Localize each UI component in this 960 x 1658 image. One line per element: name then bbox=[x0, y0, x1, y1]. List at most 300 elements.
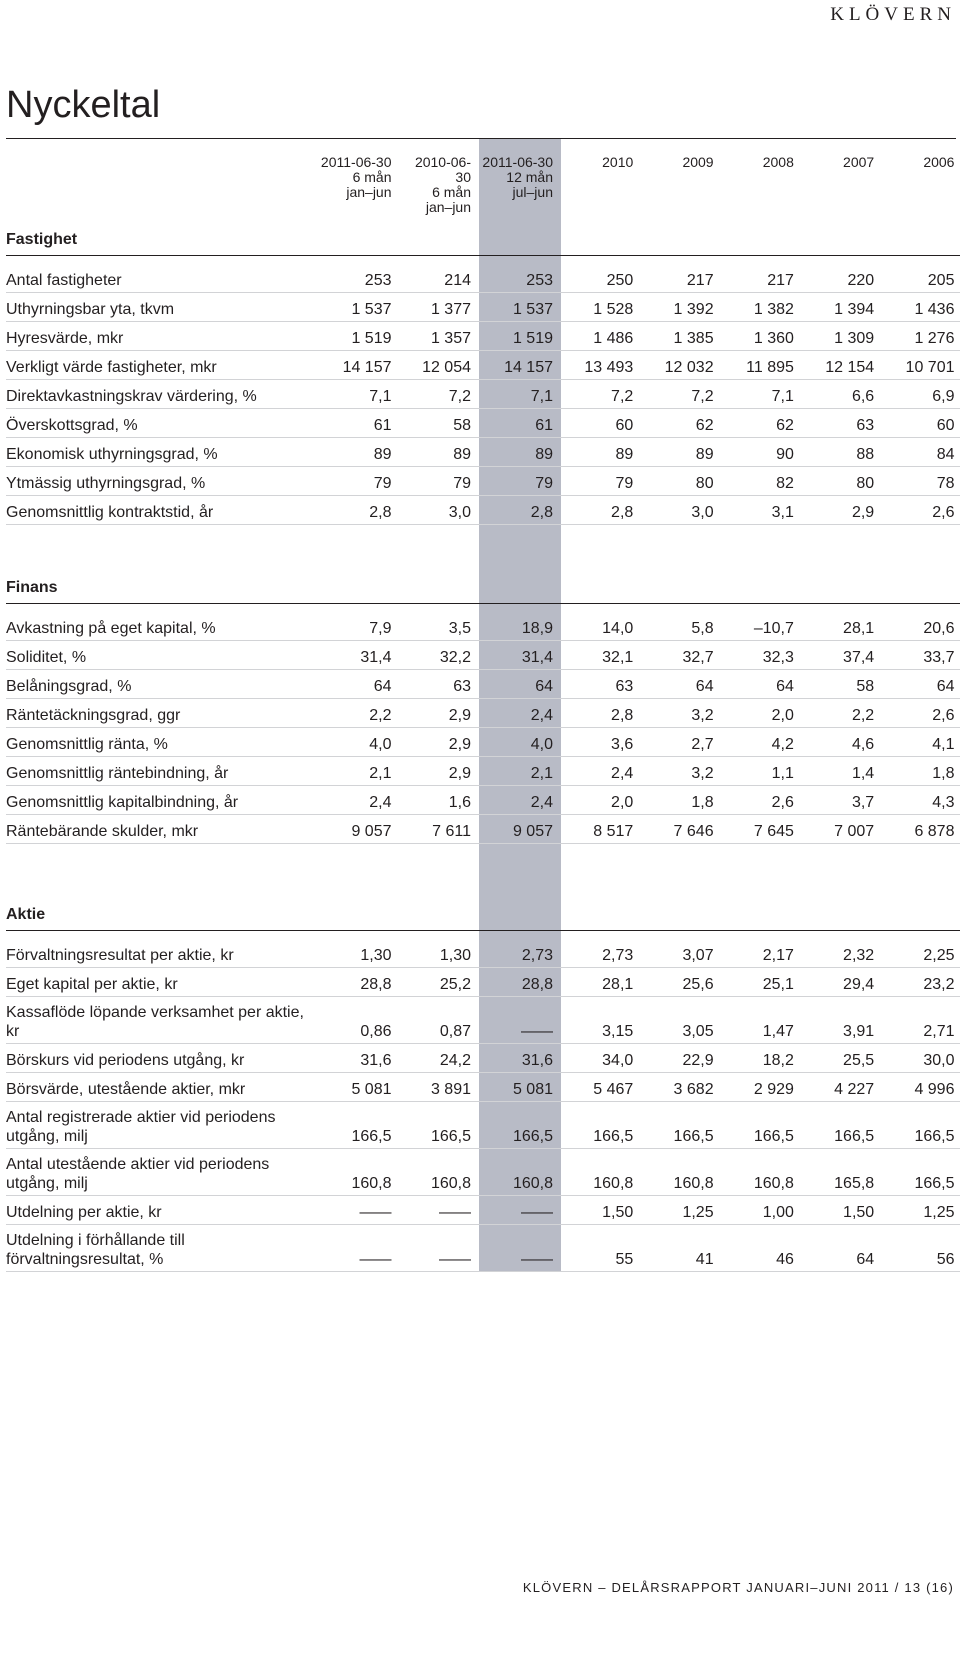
value-cell: 79 bbox=[561, 467, 641, 496]
value-cell: 2,25 bbox=[882, 939, 960, 968]
spacer-cell bbox=[561, 931, 641, 940]
value-cell: 3,1 bbox=[722, 496, 802, 525]
value-cell: 2,4 bbox=[479, 786, 561, 815]
row-label: Överskottsgrad, % bbox=[6, 409, 320, 438]
value-cell: 2,32 bbox=[802, 939, 882, 968]
value-cell: 25,6 bbox=[641, 968, 721, 997]
value-cell: 24,2 bbox=[400, 1044, 480, 1073]
value-cell: 31,4 bbox=[479, 641, 561, 670]
column-header bbox=[561, 139, 641, 225]
table-row bbox=[6, 351, 960, 380]
spacer-cell bbox=[641, 844, 721, 901]
value-cell: 7,1 bbox=[722, 380, 802, 409]
row-label: Verkligt värde fastigheter, mkr bbox=[6, 351, 320, 380]
table-row bbox=[6, 968, 960, 997]
spacer-row bbox=[6, 931, 960, 940]
value-cell: 5 467 bbox=[561, 1073, 641, 1102]
value-cell: 1 392 bbox=[641, 293, 721, 322]
value-cell: 64 bbox=[882, 670, 960, 699]
value-cell: 64 bbox=[802, 1225, 882, 1272]
table-row bbox=[6, 670, 960, 699]
table-row bbox=[6, 467, 960, 496]
section-header-cell bbox=[882, 900, 960, 931]
value-cell: 14 157 bbox=[320, 351, 400, 380]
key-figures-table bbox=[6, 139, 960, 1272]
section-header-cell bbox=[400, 900, 480, 931]
value-cell: 2,1 bbox=[479, 757, 561, 786]
value-cell: 7,2 bbox=[561, 380, 641, 409]
spacer-cell bbox=[802, 256, 882, 265]
value-cell: 1 537 bbox=[320, 293, 400, 322]
row-label: Börskurs vid periodens utgång, kr bbox=[6, 1044, 320, 1073]
value-cell: 1,50 bbox=[802, 1196, 882, 1225]
table-row bbox=[6, 1102, 960, 1149]
spacer-cell bbox=[722, 256, 802, 265]
value-cell: 7 645 bbox=[722, 815, 802, 844]
spacer-cell bbox=[479, 844, 561, 901]
value-cell: —— bbox=[400, 1225, 480, 1272]
value-cell: —— bbox=[320, 1225, 400, 1272]
value-cell: 29,4 bbox=[802, 968, 882, 997]
value-cell: 250 bbox=[561, 264, 641, 293]
value-cell: 1,00 bbox=[722, 1196, 802, 1225]
value-cell: 2,8 bbox=[479, 496, 561, 525]
spacer-cell bbox=[400, 256, 480, 265]
spacer-cell bbox=[479, 604, 561, 613]
value-cell: 80 bbox=[641, 467, 721, 496]
row-label: Utdelning i förhållande till förvaltningsresultat, % bbox=[6, 1225, 320, 1272]
value-cell: 4,1 bbox=[882, 728, 960, 757]
row-label: Soliditet, % bbox=[6, 641, 320, 670]
value-cell: 1,8 bbox=[641, 786, 721, 815]
spacer-cell bbox=[802, 525, 882, 574]
row-label: Belåningsgrad, % bbox=[6, 670, 320, 699]
value-cell: 12 054 bbox=[400, 351, 480, 380]
row-label: Börsvärde, utestående aktier, mkr bbox=[6, 1073, 320, 1102]
value-cell: 3,91 bbox=[802, 997, 882, 1044]
value-cell: 2,71 bbox=[882, 997, 960, 1044]
value-cell: 2,8 bbox=[561, 699, 641, 728]
spacer-row bbox=[6, 844, 960, 901]
section-header-cell bbox=[479, 225, 561, 256]
value-cell: 9 057 bbox=[479, 815, 561, 844]
value-cell: –10,7 bbox=[722, 612, 802, 641]
column-header-line: 2007 bbox=[843, 154, 875, 170]
value-cell: 64 bbox=[641, 670, 721, 699]
table-row bbox=[6, 728, 960, 757]
value-cell: 12 032 bbox=[641, 351, 721, 380]
column-header bbox=[479, 139, 561, 225]
value-cell: 2,9 bbox=[400, 757, 480, 786]
column-header-line: 2011-06-30 bbox=[320, 154, 392, 170]
row-label: Genomsnittlig ränta, % bbox=[6, 728, 320, 757]
section-header-cell bbox=[400, 573, 480, 604]
value-cell: 32,1 bbox=[561, 641, 641, 670]
value-cell: 61 bbox=[320, 409, 400, 438]
table-row bbox=[6, 322, 960, 351]
section-header-cell bbox=[561, 900, 641, 931]
spacer-cell bbox=[320, 931, 400, 940]
value-cell: 160,8 bbox=[320, 1149, 400, 1196]
section-header-cell bbox=[641, 573, 721, 604]
value-cell: 2,9 bbox=[400, 699, 480, 728]
value-cell: 25,2 bbox=[400, 968, 480, 997]
section-title: Finans bbox=[6, 573, 320, 604]
value-cell: 2,9 bbox=[802, 496, 882, 525]
section-header-cell bbox=[320, 225, 400, 256]
value-cell: 205 bbox=[882, 264, 960, 293]
value-cell: 1 519 bbox=[320, 322, 400, 351]
value-cell: 63 bbox=[400, 670, 480, 699]
value-cell: 1 537 bbox=[479, 293, 561, 322]
value-cell: 89 bbox=[400, 438, 480, 467]
row-label: Hyresvärde, mkr bbox=[6, 322, 320, 351]
value-cell: 64 bbox=[722, 670, 802, 699]
row-label: Uthyrningsbar yta, tkvm bbox=[6, 293, 320, 322]
table-row bbox=[6, 293, 960, 322]
value-cell: 253 bbox=[479, 264, 561, 293]
value-cell: 1 360 bbox=[722, 322, 802, 351]
value-cell: —— bbox=[320, 1196, 400, 1225]
column-header-line: 2006 bbox=[923, 154, 955, 170]
value-cell: 166,5 bbox=[722, 1102, 802, 1149]
section-header-cell bbox=[802, 573, 882, 604]
column-header-line: 6 mån bbox=[352, 169, 392, 185]
table-row bbox=[6, 786, 960, 815]
row-label: Utdelning per aktie, kr bbox=[6, 1196, 320, 1225]
value-cell: 2,2 bbox=[320, 699, 400, 728]
spacer-cell bbox=[641, 525, 721, 574]
row-label: Direktavkastningskrav värdering, % bbox=[6, 380, 320, 409]
value-cell: 31,4 bbox=[320, 641, 400, 670]
value-cell: 25,1 bbox=[722, 968, 802, 997]
column-header bbox=[400, 139, 480, 225]
value-cell: 6,9 bbox=[882, 380, 960, 409]
value-cell: 3 891 bbox=[400, 1073, 480, 1102]
value-cell: 1,6 bbox=[400, 786, 480, 815]
spacer-cell bbox=[400, 604, 480, 613]
section-header-cell bbox=[802, 225, 882, 256]
value-cell: 3,7 bbox=[802, 786, 882, 815]
value-cell: 4,0 bbox=[479, 728, 561, 757]
value-cell: 9 057 bbox=[320, 815, 400, 844]
column-header-line: 2010-06-30 bbox=[414, 154, 471, 185]
value-cell: 5,8 bbox=[641, 612, 721, 641]
row-label: Räntebärande skulder, mkr bbox=[6, 815, 320, 844]
spacer-cell bbox=[722, 931, 802, 940]
value-cell: 220 bbox=[802, 264, 882, 293]
page-footer: KLÖVERN – DELÅRSRAPPORT JANUARI–JUNI 2011 / 13 (16) bbox=[522, 1580, 954, 1595]
value-cell: 7 007 bbox=[802, 815, 882, 844]
spacer-cell bbox=[400, 844, 480, 901]
row-label: Avkastning på eget kapital, % bbox=[6, 612, 320, 641]
value-cell: 4 996 bbox=[882, 1073, 960, 1102]
column-header-line: 2009 bbox=[682, 154, 714, 170]
value-cell: —— bbox=[400, 1196, 480, 1225]
value-cell: 1,30 bbox=[320, 939, 400, 968]
table-body bbox=[6, 225, 960, 1272]
value-cell: 14 157 bbox=[479, 351, 561, 380]
spacer-cell bbox=[479, 525, 561, 574]
value-cell: 1 357 bbox=[400, 322, 480, 351]
spacer-cell bbox=[722, 525, 802, 574]
value-cell: 14,0 bbox=[561, 612, 641, 641]
value-cell: 46 bbox=[722, 1225, 802, 1272]
value-cell: 58 bbox=[400, 409, 480, 438]
value-cell: 4,0 bbox=[320, 728, 400, 757]
spacer-cell bbox=[479, 256, 561, 265]
value-cell: 31,6 bbox=[320, 1044, 400, 1073]
row-label: Kassaflöde löpande verksamhet per aktie, kr bbox=[6, 997, 320, 1044]
row-label: Räntetäckningsgrad, ggr bbox=[6, 699, 320, 728]
spacer-cell bbox=[320, 604, 400, 613]
column-header-line: 6 mån bbox=[432, 184, 471, 200]
value-cell: 13 493 bbox=[561, 351, 641, 380]
value-cell: 80 bbox=[802, 467, 882, 496]
value-cell: 60 bbox=[882, 409, 960, 438]
spacer-cell bbox=[561, 844, 641, 901]
row-label: Antal utestående aktier vid periodens utgång, milj bbox=[6, 1149, 320, 1196]
table-row bbox=[6, 939, 960, 968]
value-cell: 7,1 bbox=[479, 380, 561, 409]
value-cell: 1,50 bbox=[561, 1196, 641, 1225]
column-header bbox=[722, 139, 802, 225]
value-cell: 4,2 bbox=[722, 728, 802, 757]
value-cell: 166,5 bbox=[400, 1102, 480, 1149]
spacer-cell bbox=[641, 256, 721, 265]
value-cell: 78 bbox=[882, 467, 960, 496]
value-cell: 166,5 bbox=[641, 1102, 721, 1149]
value-cell: 18,9 bbox=[479, 612, 561, 641]
value-cell: 32,2 bbox=[400, 641, 480, 670]
value-cell: 1 394 bbox=[802, 293, 882, 322]
spacer-cell bbox=[561, 256, 641, 265]
spacer-cell bbox=[882, 256, 960, 265]
value-cell: 63 bbox=[561, 670, 641, 699]
table-row bbox=[6, 699, 960, 728]
page-title: Nyckeltal bbox=[6, 84, 161, 126]
value-cell: 61 bbox=[479, 409, 561, 438]
value-cell: 1,47 bbox=[722, 997, 802, 1044]
spacer-cell bbox=[479, 931, 561, 940]
value-cell: —— bbox=[479, 1196, 561, 1225]
section-header-cell bbox=[722, 225, 802, 256]
value-cell: 1,25 bbox=[641, 1196, 721, 1225]
value-cell: 160,8 bbox=[479, 1149, 561, 1196]
value-cell: 62 bbox=[641, 409, 721, 438]
value-cell: 31,6 bbox=[479, 1044, 561, 1073]
value-cell: 253 bbox=[320, 264, 400, 293]
value-cell: —— bbox=[479, 997, 561, 1044]
spacer-cell bbox=[641, 604, 721, 613]
value-cell: 2,73 bbox=[479, 939, 561, 968]
brand-logo: KLÖVERN bbox=[830, 4, 956, 25]
table-row bbox=[6, 438, 960, 467]
value-cell: 1,4 bbox=[802, 757, 882, 786]
table-row bbox=[6, 612, 960, 641]
value-cell: 25,5 bbox=[802, 1044, 882, 1073]
table-row bbox=[6, 1225, 960, 1272]
value-cell: 90 bbox=[722, 438, 802, 467]
spacer-cell bbox=[882, 525, 960, 574]
spacer-cell bbox=[6, 844, 320, 901]
spacer-row bbox=[6, 256, 960, 265]
row-label: Antal fastigheter bbox=[6, 264, 320, 293]
spacer-cell bbox=[400, 931, 480, 940]
value-cell: 22,9 bbox=[641, 1044, 721, 1073]
section-header-cell bbox=[882, 573, 960, 604]
value-cell: —— bbox=[479, 1225, 561, 1272]
value-cell: 7,2 bbox=[400, 380, 480, 409]
value-cell: 55 bbox=[561, 1225, 641, 1272]
value-cell: 33,7 bbox=[882, 641, 960, 670]
column-header-line: jan–jun bbox=[346, 184, 392, 200]
value-cell: 217 bbox=[641, 264, 721, 293]
value-cell: 7 611 bbox=[400, 815, 480, 844]
section-header-cell bbox=[561, 573, 641, 604]
section-header-cell bbox=[479, 900, 561, 931]
value-cell: 214 bbox=[400, 264, 480, 293]
value-cell: 2,6 bbox=[882, 699, 960, 728]
value-cell: 160,8 bbox=[641, 1149, 721, 1196]
value-cell: 64 bbox=[320, 670, 400, 699]
section-header-row bbox=[6, 900, 960, 931]
section-header-row bbox=[6, 573, 960, 604]
table-row bbox=[6, 1149, 960, 1196]
value-cell: 79 bbox=[479, 467, 561, 496]
spacer-cell bbox=[6, 256, 320, 265]
section-title: Fastighet bbox=[6, 225, 320, 256]
spacer-row bbox=[6, 525, 960, 574]
value-cell: 166,5 bbox=[561, 1102, 641, 1149]
value-cell: 2,0 bbox=[722, 699, 802, 728]
value-cell: 12 154 bbox=[802, 351, 882, 380]
table-row bbox=[6, 409, 960, 438]
value-cell: 2,17 bbox=[722, 939, 802, 968]
value-cell: 166,5 bbox=[802, 1102, 882, 1149]
table-row bbox=[6, 1044, 960, 1073]
column-header bbox=[882, 139, 960, 225]
row-label: Genomsnittlig räntebindning, år bbox=[6, 757, 320, 786]
value-cell: 7,9 bbox=[320, 612, 400, 641]
spacer-cell bbox=[802, 844, 882, 901]
value-cell: 165,8 bbox=[802, 1149, 882, 1196]
column-header-line: jul–jun bbox=[512, 184, 553, 200]
column-header-line: 12 mån bbox=[506, 169, 553, 185]
value-cell: 3 682 bbox=[641, 1073, 721, 1102]
value-cell: 32,7 bbox=[641, 641, 721, 670]
section-header-cell bbox=[722, 573, 802, 604]
section-header-cell bbox=[479, 573, 561, 604]
table-row bbox=[6, 757, 960, 786]
section-header-cell bbox=[641, 225, 721, 256]
spacer-cell bbox=[320, 844, 400, 901]
value-cell: 4 227 bbox=[802, 1073, 882, 1102]
spacer-cell bbox=[802, 931, 882, 940]
value-cell: 3,05 bbox=[641, 997, 721, 1044]
value-cell: 2,0 bbox=[561, 786, 641, 815]
value-cell: 1 528 bbox=[561, 293, 641, 322]
value-cell: 23,2 bbox=[882, 968, 960, 997]
value-cell: 160,8 bbox=[561, 1149, 641, 1196]
spacer-cell bbox=[882, 844, 960, 901]
spacer-cell bbox=[561, 525, 641, 574]
row-label: Förvaltningsresultat per aktie, kr bbox=[6, 939, 320, 968]
value-cell: 30,0 bbox=[882, 1044, 960, 1073]
column-header-line: 2011-06-30 bbox=[482, 154, 553, 170]
value-cell: 1 486 bbox=[561, 322, 641, 351]
value-cell: 28,8 bbox=[320, 968, 400, 997]
value-cell: 84 bbox=[882, 438, 960, 467]
table-row bbox=[6, 496, 960, 525]
spacer-cell bbox=[561, 604, 641, 613]
value-cell: 1 519 bbox=[479, 322, 561, 351]
value-cell: 56 bbox=[882, 1225, 960, 1272]
value-cell: 89 bbox=[320, 438, 400, 467]
value-cell: 8 517 bbox=[561, 815, 641, 844]
value-cell: 62 bbox=[722, 409, 802, 438]
row-label: Antal registrerade aktier vid periodens utgång, milj bbox=[6, 1102, 320, 1149]
row-label: Eget kapital per aktie, kr bbox=[6, 968, 320, 997]
value-cell: 166,5 bbox=[882, 1149, 960, 1196]
value-cell: 2,8 bbox=[320, 496, 400, 525]
value-cell: 166,5 bbox=[320, 1102, 400, 1149]
column-header-row bbox=[6, 139, 960, 225]
value-cell: 217 bbox=[722, 264, 802, 293]
value-cell: 32,3 bbox=[722, 641, 802, 670]
value-cell: 1,1 bbox=[722, 757, 802, 786]
row-label: Genomsnittlig kontraktstid, år bbox=[6, 496, 320, 525]
section-header-row bbox=[6, 225, 960, 256]
section-header-cell bbox=[802, 900, 882, 931]
section-header-cell bbox=[722, 900, 802, 931]
value-cell: 3,07 bbox=[641, 939, 721, 968]
header-blank bbox=[6, 139, 320, 225]
spacer-cell bbox=[802, 604, 882, 613]
value-cell: 5 081 bbox=[320, 1073, 400, 1102]
value-cell: 3,0 bbox=[400, 496, 480, 525]
table-row bbox=[6, 997, 960, 1044]
value-cell: 82 bbox=[722, 467, 802, 496]
column-header-line: 2008 bbox=[762, 154, 794, 170]
section-title: Aktie bbox=[6, 900, 320, 931]
value-cell: 28,8 bbox=[479, 968, 561, 997]
value-cell: 28,1 bbox=[561, 968, 641, 997]
value-cell: 166,5 bbox=[479, 1102, 561, 1149]
spacer-cell bbox=[6, 931, 320, 940]
column-header bbox=[802, 139, 882, 225]
value-cell: 2,4 bbox=[561, 757, 641, 786]
spacer-cell bbox=[882, 931, 960, 940]
value-cell: 79 bbox=[400, 467, 480, 496]
spacer-cell bbox=[6, 604, 320, 613]
value-cell: 20,6 bbox=[882, 612, 960, 641]
value-cell: 89 bbox=[479, 438, 561, 467]
section-header-cell bbox=[320, 573, 400, 604]
value-cell: 0,86 bbox=[320, 997, 400, 1044]
value-cell: 2 929 bbox=[722, 1073, 802, 1102]
value-cell: 3,0 bbox=[641, 496, 721, 525]
table-row bbox=[6, 1073, 960, 1102]
value-cell: 1,8 bbox=[882, 757, 960, 786]
value-cell: 2,8 bbox=[561, 496, 641, 525]
table-row bbox=[6, 1196, 960, 1225]
spacer-cell bbox=[400, 525, 480, 574]
value-cell: 4,3 bbox=[882, 786, 960, 815]
value-cell: 89 bbox=[561, 438, 641, 467]
spacer-cell bbox=[722, 604, 802, 613]
value-cell: 34,0 bbox=[561, 1044, 641, 1073]
